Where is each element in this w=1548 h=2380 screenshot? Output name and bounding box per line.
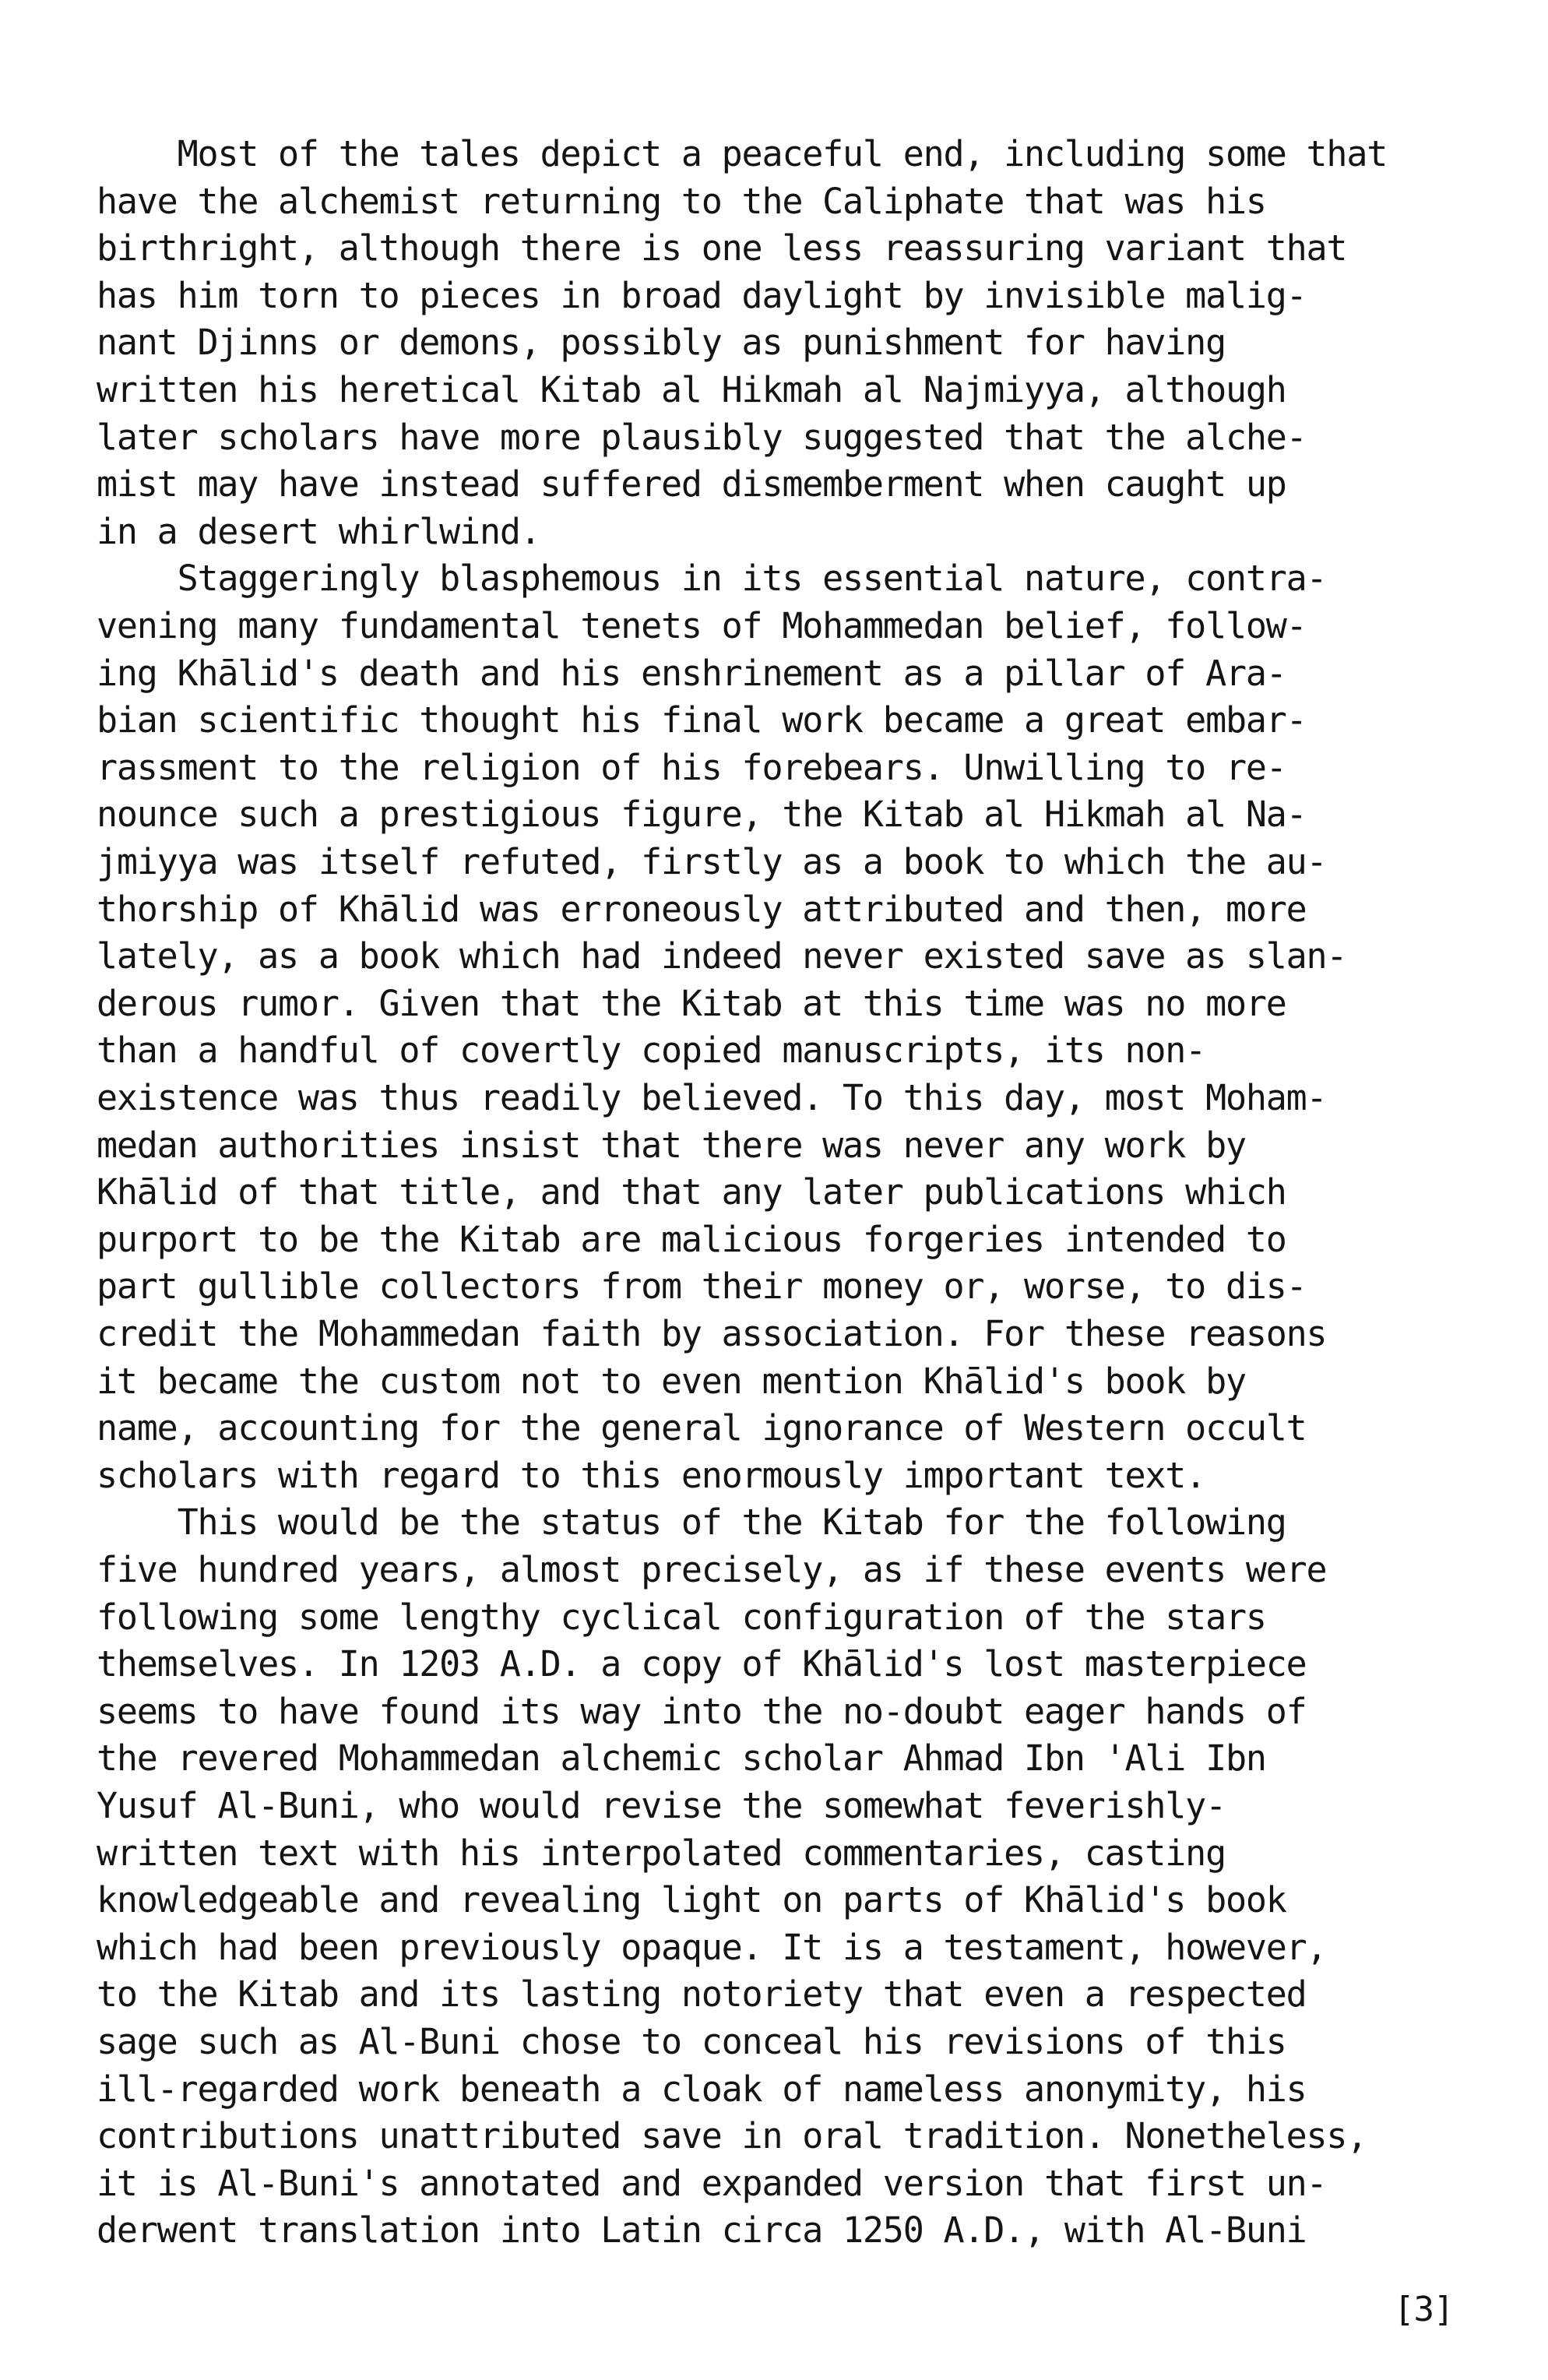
text-line: scholars with regard to this enormously important text. xyxy=(97,1454,1206,1496)
text-line: it is Al-Buni's annotated and expanded version that first un- xyxy=(97,2162,1327,2204)
text-line: five hundred years, almost precisely, as if these events were xyxy=(97,1549,1327,1590)
text-line: mist may have instead suffered dismemberment when caught up xyxy=(97,463,1286,505)
text-line: have the alchemist returning to the Caliphate that was his xyxy=(97,180,1266,222)
text-line: written text with his interpolated commentaries, casting xyxy=(97,1832,1226,1874)
text-line: contributions unattributed save in oral tradition. Nonetheless, xyxy=(97,2115,1367,2157)
text-line: name, accounting for the general ignorance of Western occult xyxy=(97,1407,1307,1449)
text-line: to the Kitab and its lasting notoriety that even a respected xyxy=(97,1973,1307,2016)
text-line: lately, as a book which had indeed never existed save as slan- xyxy=(97,935,1347,977)
text-line: sage such as Al-Buni chose to conceal his revisions of this xyxy=(97,2021,1286,2062)
text-line: the revered Mohammedan alchemic scholar Ahmad Ibn 'Ali Ibn xyxy=(97,1737,1266,1780)
text-line: seems to have found its way into the no-doubt eager hands of xyxy=(97,1690,1307,1732)
text-line: This would be the status of the Kitab for the following xyxy=(97,1502,1286,1544)
text-line: part gullible collectors from their money or, worse, to dis- xyxy=(97,1266,1307,1308)
text-line: purport to be the Kitab are malicious forgeries intended to xyxy=(97,1218,1286,1260)
text-line: jmiyya was itself refuted, firstly as a book to which the au- xyxy=(97,841,1327,882)
text-line: knowledgeable and revealing light on parts of Khālid's book xyxy=(97,1879,1286,1921)
text-line: thorship of Khālid was erroneously attributed and then, more xyxy=(97,888,1307,930)
text-line: derwent translation into Latin circa 1250 A.D., with Al-Buni xyxy=(97,2209,1307,2251)
text-line: existence was thus readily believed. To this day, most Moham- xyxy=(97,1077,1327,1118)
text-line: birthright, although there is one less reassuring variant that xyxy=(97,227,1347,269)
text-line: Staggeringly blasphemous in its essential nature, contra- xyxy=(97,558,1327,600)
text-line: Yusuf Al-Buni, who would revise the somewhat feverishly- xyxy=(97,1785,1226,1826)
text-line: later scholars have more plausibly suggested that the alche- xyxy=(97,416,1307,458)
text-line: derous rumor. Given that the Kitab at this time was no more xyxy=(97,982,1286,1024)
text-line: bian scientific thought his final work became a great embar- xyxy=(97,699,1307,741)
text-line: which had been previously opaque. It is a testament, however, xyxy=(97,1926,1327,1968)
text-line: written his heretical Kitab al Hikmah al Najmiyya, although xyxy=(97,369,1286,410)
text-line: nounce such a prestigious figure, the Kitab al Hikmah al Na- xyxy=(97,794,1307,836)
text-line: credit the Mohammedan faith by association. For these reasons xyxy=(97,1313,1327,1354)
text-line: ill-regarded work beneath a cloak of nameless anonymity, his xyxy=(97,2068,1307,2110)
text-line: it became the custom not to even mention Khālid's book by xyxy=(97,1360,1246,1402)
text-line: Most of the tales depict a peaceful end, including some that xyxy=(97,133,1388,174)
text-line: Khālid of that title, and that any later publications which xyxy=(97,1171,1286,1213)
text-line: rassment to the religion of his forebears. Unwilling to re- xyxy=(97,746,1286,788)
page-number: [3] xyxy=(1394,2290,1454,2329)
text-line: vening many fundamental tenets of Mohammedan belief, follow- xyxy=(97,605,1307,646)
text-line: ing Khālid's death and his enshrinement as a pillar of Ara- xyxy=(97,652,1286,694)
text-line: medan authorities insist that there was never any work by xyxy=(97,1124,1246,1166)
text-line: than a handful of covertly copied manuscripts, its non- xyxy=(97,1030,1206,1072)
text-line: in a desert whirlwind. xyxy=(97,510,540,552)
text-line: themselves. In 1203 A.D. a copy of Khālid's lost masterpiece xyxy=(97,1643,1307,1685)
text-line: has him torn to pieces in broad daylight by invisible malig- xyxy=(97,274,1307,316)
text-line: nant Djinns or demons, possibly as punishment for having xyxy=(97,322,1226,364)
text-line: following some lengthy cyclical configuration of the stars xyxy=(97,1596,1266,1638)
